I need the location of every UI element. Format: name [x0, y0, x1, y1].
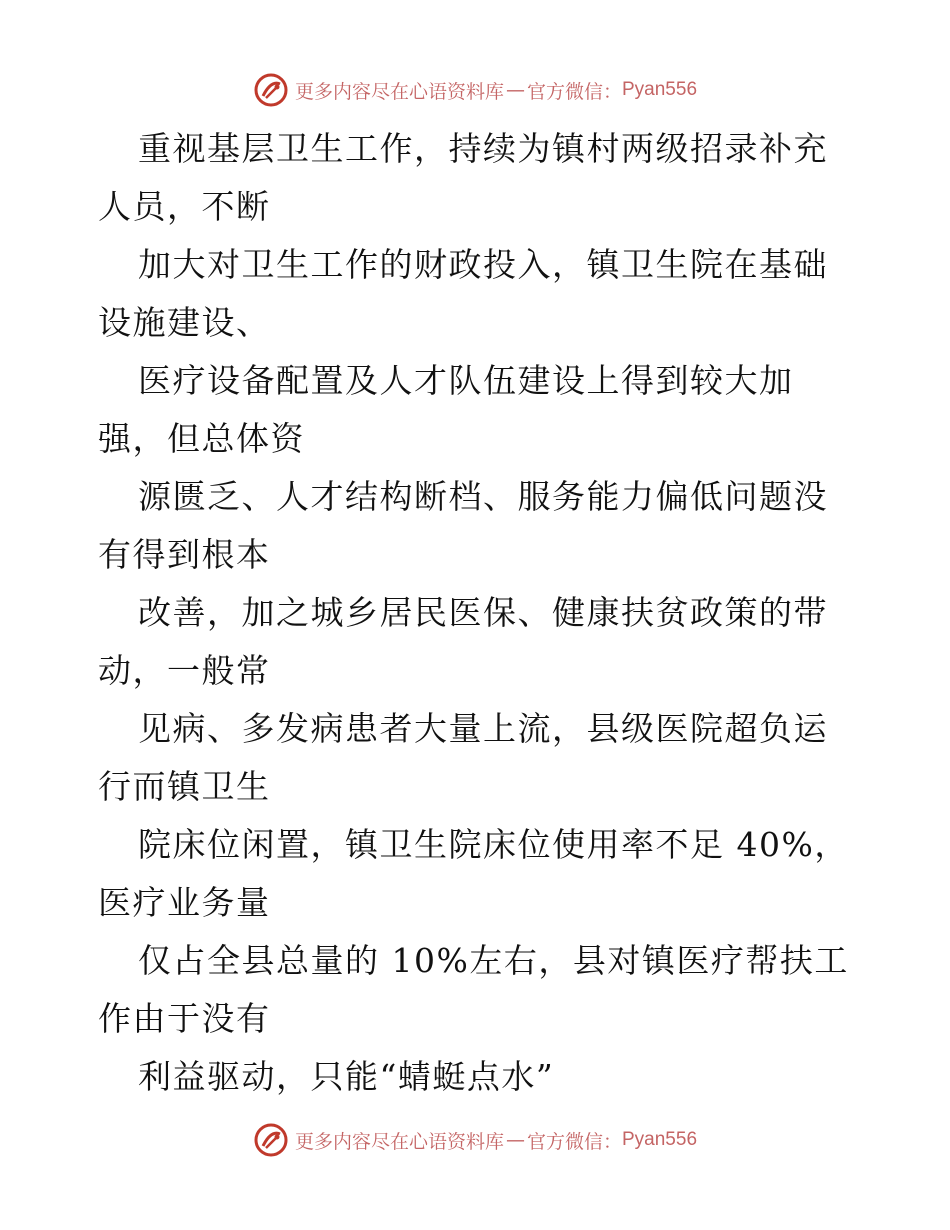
watermark-separator: —: [505, 1129, 525, 1151]
watermark-brand: 更多内容尽在心语资料库: [294, 1130, 504, 1153]
watermark-brand: 更多内容尽在心语资料库: [294, 80, 504, 103]
paragraph-line-9: 利益驱动，只能“蜻蜓点水”: [138, 1057, 555, 1096]
paragraph-line-3: 医疗设备配置及人才队伍建设上得到较大加强，但总体资: [98, 361, 794, 458]
paragraph-line-6: 见病、多发病患者大量上流，县级医院超负运行而镇卫生: [98, 709, 828, 806]
paragraph-line-2: 加大对卫生工作的财政投入，镇卫生院在基础设施建设、: [98, 245, 828, 342]
watermark-separator: —: [505, 79, 525, 101]
paragraph-line-8: 仅占全县总量的 10%左右，县对镇医疗帮扶工作由于没有: [98, 941, 849, 1038]
watermark-contact: 官方微信：: [526, 1130, 622, 1153]
paragraph-line-4: 源匮乏、人才结构断档、服务能力偏低问题没有得到根本: [98, 477, 828, 574]
footer-watermark: [0, 1120, 950, 1160]
paragraph-line-1: 重视基层卫生工作，持续为镇村两级招录补充人员，不断: [98, 129, 828, 226]
watermark-wechat-id: Pyan556: [622, 1129, 698, 1150]
paragraph-line-7: 院床位闲置，镇卫生院床位使用率不足 40%，医疗业务量: [98, 825, 849, 922]
document-body: [98, 120, 858, 1106]
watermark-contact: 官方微信：: [526, 80, 622, 103]
header-watermark: [0, 70, 950, 110]
logo-icon: [253, 1122, 289, 1158]
logo-icon: [253, 72, 289, 108]
paragraph-line-5: 改善，加之城乡居民医保、健康扶贫政策的带动，一般常: [98, 593, 828, 690]
watermark-wechat-id: Pyan556: [622, 79, 698, 100]
